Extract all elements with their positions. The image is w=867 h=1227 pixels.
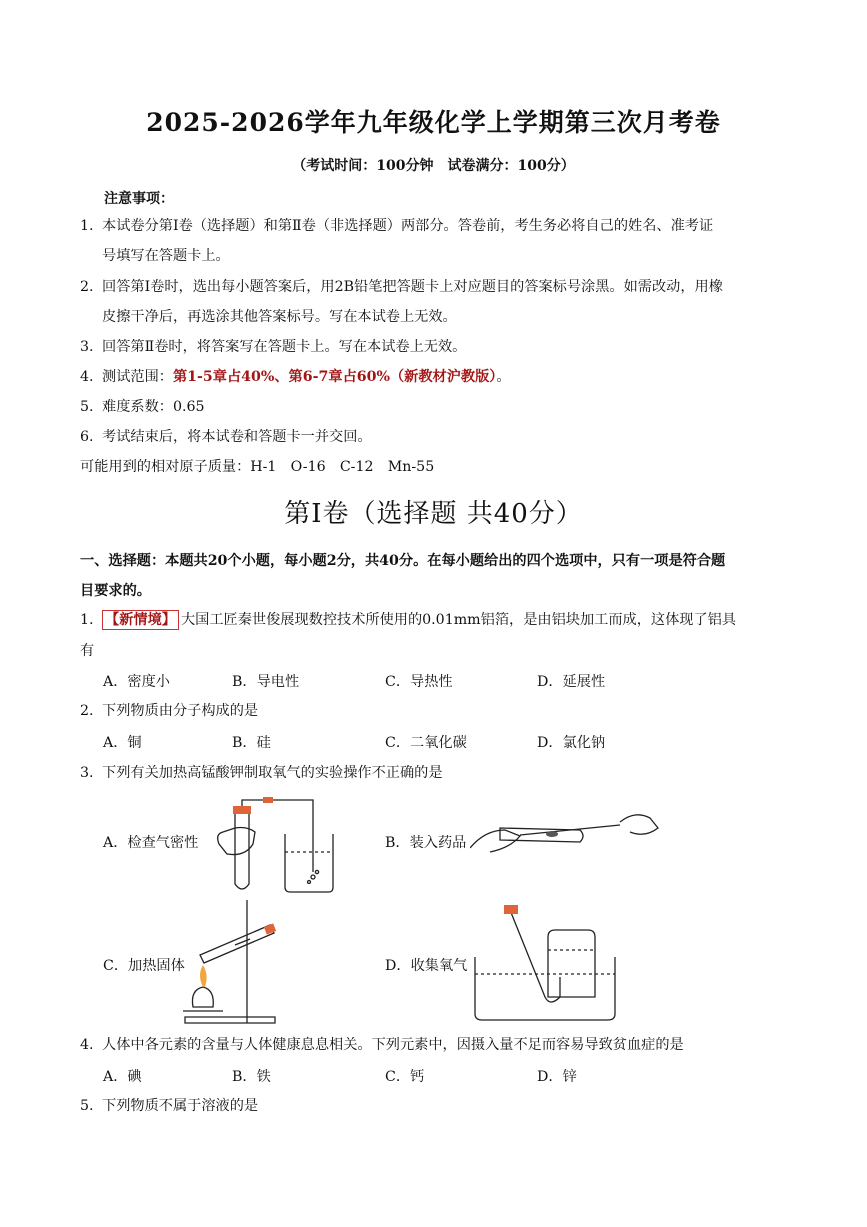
notice-item-1-cont: 号填写在答题卡上。	[102, 248, 230, 264]
q3-option-a[interactable]: A．检查气密性	[103, 835, 199, 851]
q3-option-b[interactable]: B．装入药品	[385, 835, 467, 851]
section-title: 第Ⅰ卷（选择题 共40分）	[284, 499, 583, 529]
section-intro-cont: 目要求的。	[80, 583, 151, 599]
loading-powder-illustration	[470, 800, 660, 860]
notice-heading: 注意事项：	[104, 191, 174, 207]
q2-option-a[interactable]: A．铜	[103, 735, 142, 751]
question-3-stem: 3. 下列有关加热高锰酸钾制取氧气的实验操作不正确的是	[80, 765, 443, 781]
question-1-stem-cont: 有	[80, 643, 95, 659]
page-title: 2025-2026学年九年级化学上学期第三次月考卷	[146, 108, 721, 137]
notice-item-1: 1. 本试卷分第Ⅰ卷（选择题）和第Ⅱ卷（非选择题）两部分。答卷前，考生务必将自己的姓名、准考证	[80, 218, 714, 234]
notice-item-2: 2. 回答第Ⅰ卷时，选出每小题答案后，用2B铅笔把答题卡上对应题目的答案标号涂黑。如需改动，用橡	[80, 279, 723, 295]
rubber-stopper-icon	[233, 806, 251, 814]
q1-option-d[interactable]: D．延展性	[537, 674, 606, 690]
heating-solid-illustration	[175, 895, 285, 1027]
section-intro: 一、选择题：本题共20个小题，每小题2分，共40分。在每小题给出的四个选项中，只有一项是符合题	[80, 553, 726, 569]
airtightness-check-illustration	[205, 792, 335, 897]
q2-option-b[interactable]: B．硅	[232, 735, 271, 751]
stopper-icon	[504, 905, 518, 914]
notice-item-4: 4. 测试范围：第1-5章占40%、第6-7章占60%（新教材沪教版）。	[80, 369, 511, 385]
q4-option-b[interactable]: B．铁	[232, 1069, 271, 1085]
rubber-tube-icon	[263, 797, 273, 803]
q1-option-b[interactable]: B．导电性	[232, 674, 300, 690]
test-scope-highlight: 第1-5章占40%、第6-7章占60%（新教材沪教版）	[172, 369, 497, 385]
collecting-oxygen-illustration	[470, 902, 620, 1024]
flame-icon	[200, 965, 207, 987]
notice-item-2-cont: 皮擦干净后，再选涂其他答案标号。写在本试卷上无效。	[102, 309, 457, 325]
q4-option-c[interactable]: C．钙	[385, 1069, 425, 1085]
question-2-stem: 2. 下列物质由分子构成的是	[80, 703, 259, 719]
q1-option-a[interactable]: A．密度小	[103, 674, 170, 690]
q3-option-c[interactable]: C．加热固体	[103, 958, 185, 974]
question-4-stem: 4. 人体中各元素的含量与人体健康息息相关。下列元素中，因摄入量不足而容易导致贫血症的是	[80, 1037, 684, 1053]
q2-option-c[interactable]: C．二氧化碳	[385, 735, 467, 751]
question-5-stem: 5. 下列物质不属于溶液的是	[80, 1098, 259, 1114]
new-context-tag: 【新情境】	[102, 610, 179, 630]
q1-option-c[interactable]: C．导热性	[385, 674, 453, 690]
q4-option-a[interactable]: A．碘	[103, 1069, 142, 1085]
q2-option-d[interactable]: D．氯化钠	[537, 735, 606, 751]
exam-info: （考试时间：100分钟 试卷满分：100分）	[292, 158, 575, 174]
question-1-stem: 1. 【新情境】 大国工匠秦世俊展现数控技术所使用的0.01mm铝箔，是由铝块加工而成，这体现了铝具	[80, 612, 737, 628]
q4-option-d[interactable]: D．锌	[537, 1069, 577, 1085]
notice-item-5: 5. 难度系数：0.65	[80, 399, 205, 415]
q3-option-d[interactable]: D．收集氧气	[385, 958, 468, 974]
notice-item-6: 6. 考试结束后，将本试卷和答题卡一并交回。	[80, 429, 372, 445]
atomic-mass-line: 可能用到的相对原子质量：H-1 O-16 C-12 Mn-55	[80, 459, 435, 475]
notice-item-3: 3. 回答第Ⅱ卷时，将答案写在答题卡上。写在本试卷上无效。	[80, 339, 467, 355]
